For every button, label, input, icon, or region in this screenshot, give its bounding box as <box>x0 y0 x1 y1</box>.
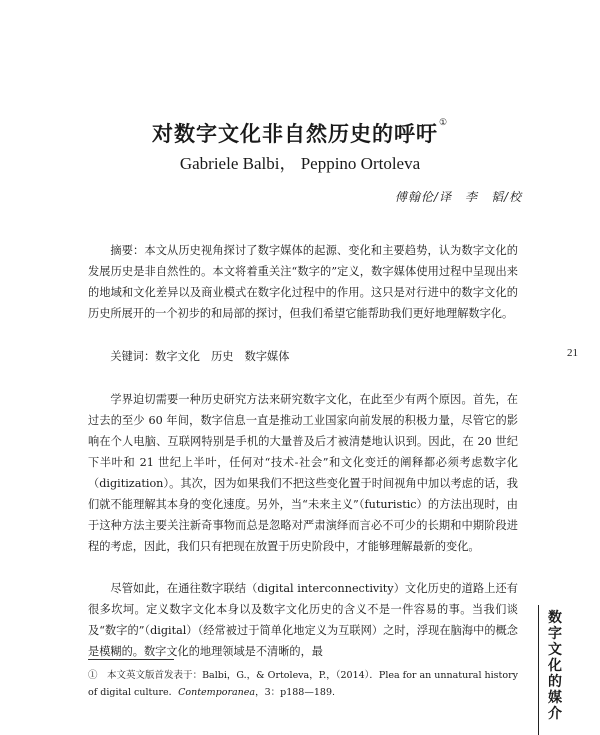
footnote <box>88 667 518 701</box>
title-footnote-mark[interactable]: ① <box>438 118 449 128</box>
article-title <box>0 118 600 148</box>
article-title-text: 对数字文化非自然历史的呼吁 <box>151 121 438 146</box>
running-section-label: 数字文化的媒介 <box>548 610 562 722</box>
keywords-line: 关键词：数字文化 历史 数字媒体 <box>110 350 290 363</box>
article-authors: Gabriele Balbi， Peppino Ortoleva <box>179 154 421 173</box>
side-column-divider <box>538 605 539 735</box>
translator-credit: 傅翰伦/译 李 韬/校 <box>394 190 522 204</box>
body-paragraph-1: 学界迫切需要一种历史研究方法来研究数字文化，在此至少有两个原因。首先，在过去的至少 60 年间，数字信息一直是推动工业国家向前发展的积极力量，尽管它的影响在个人电脑、互联网特别是手机的大量普及后才被清楚地认识到。因此，在 20 世纪下半叶和 21 世纪上半叶，任何对“技术-社会”和文化变迁的阐释都必须考虑数字化（digitization）。其次，因为如果我们不把这些变化置于时间视角中加以考虑的话，我们就不能理解其本身的变化速度。另外，当“未来主义”（futuristic）的方法出现时，由于这种方法主要关注新奇事物而总是忽略对严肃演绎而言必不可少的长期和中期阶段进程的考虑，因此，我们只有把现在放置于历史阶段中，才能够理解最新的变化。 <box>88 393 518 553</box>
page-number: 21 <box>567 347 578 359</box>
footnote-suffix: ，3：p188—189. <box>255 687 336 698</box>
footnote-divider <box>88 659 174 660</box>
footnote-prefix: ① 本文英文版首发表于：Balbi，G.，& Ortoleva，P.，（2014）．Plea for an unnatural history of digital culture． <box>88 670 518 698</box>
abstract-paragraph: 摘要：本文从历史视角探讨了数字媒体的起源、变化和主要趋势，认为数字文化的发展历史是非自然性的。本文将着重关注“数字的”定义，数字媒体使用过程中呈现出来的地域和文化差异以及商业模式在数字化过程中的作用。这只是对行进中的数字文化的历史所展开的一个初步的和局部的探讨，但我们希望它能帮助我们更好地理解数字化。 <box>88 244 518 320</box>
body-paragraph-2: 尽管如此，在通往数字联结（digital interconnectivity）文化历史的道路上还有很多坎坷。定义数字文化本身以及数字文化历史的含义不是一件容易的事。当我们谈及“数字的”（digital）（经常被过于简单化地定义为互联网）之时，浮现在脑海中的概念是模糊的。数字文化的地理领域是不清晰的，最 <box>88 582 518 658</box>
footnote-journal: Contemporanea <box>178 687 256 698</box>
